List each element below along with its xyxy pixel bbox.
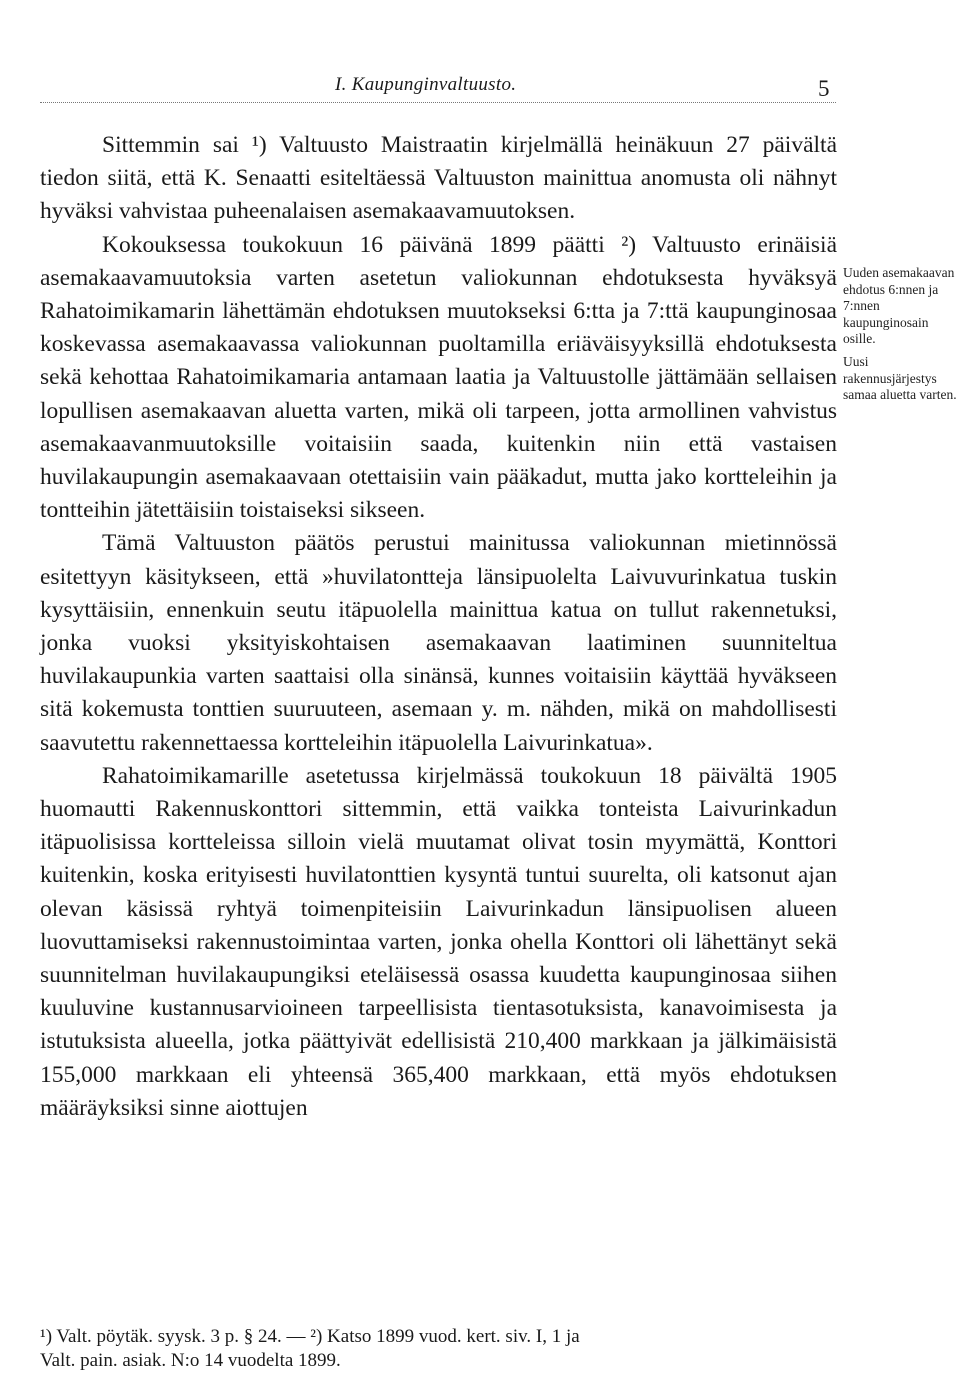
body-text [40,129,837,1125]
footnotes [40,1325,860,1373]
header-divider [40,102,836,103]
paragraph-2: Kokouksessa toukokuun 16 päivänä 1899 päätti ²) Valtuusto erinäisiä asemakaavamuutoksia varten asetetun valiokunnan ehdotuksesta hyväksyä Rahatoimikamarin lähettämän ehdotuksen muutokseksi 6:tta ja 7:ttä kaupunginosaa koskevassa asemakaavassa valiokunnan puoltamilla eriäväisyyksillä ehdotuksesta sekä kehottaa Rahatoimikamaria antamaan laatia ja Valtuustolle jättämään sellaisen lopullisen asemakaavan aluetta varten, mikä oli tarpeen, jotta armollinen vahvistus asemakaavanmuutoksille voitaisiin saada, kuitenkin niin että vastaisen huvilakaupungin asemakaavaan otettaisiin vain pääkadut, mutta jako kortteleihin ja tontteihin jätettäisiin toistaiseksi sikseen. [40,231,837,524]
margin-note-plan-proposal: Uuden asemakaavan ehdotus 6:nnen ja 7:nnen kaupunginosain osille. [843,265,955,347]
page-header [0,70,960,110]
margin-note-building-order: Uusi rakennusjärjestys samaa aluetta varten. [843,353,957,403]
footnote-line-2: Valt. pain. asiak. N:o 14 vuodelta 1899. [40,1350,341,1371]
page-number: 5 [818,76,830,101]
paragraph-4: Rahatoimikamarille asetetussa kirjelmässä toukokuun 18 päivältä 1905 huomautti Rakennuskonttori sittemmin, että vaikka tonteista Laivurinkadun itäpuolisissa kortteleissa silloin vielä muutamat olivat tosin myymättä, Konttori kuitenkin, koska erityisesti huvilatonttien kysyntä tuntui suurelta, oli katsonut ajan olevan käsissä ryhtyä toimenpiteisiin Laivurinkadun länsipuolisen alueen luovuttamiseksi rakennustoimintaa varten, jonka ohella Konttori oli lähettänyt sekä suunnitelman huvilakaupungiksi eteläisessä osassa kuudetta kaupunginosaa siihen kuuluvine kustannusarvioineen tarpeellisista tientasotuksista, kanavoimisesta ja istutuksista alueella, jotka päättyivät edellisistä 210,400 markkaan ja jälkimäisistä 155,000 markkaan eli yhteensä 365,400 markkaan, että myös ehdotuksen määräyksiksi sinne aiottujen [40,762,837,1121]
paragraph-1: Sittemmin sai ¹) Valtuusto Maistraatin kirjelmällä heinäkuun 27 päivältä tiedon siitä, että K. Senaatti esiteltäessä Valtuuston mainittua anomusta oli nähnyt hyväksi vahvistaa puheenalaisen asemakaavamuutoksen. [40,132,837,225]
paragraph-3: Tämä Valtuuston päätös perustui mainitussa valiokunnan mietinnössä esitettyyn käsitykseen, että »huvilatontteja länsipuolelta Laivuvurinkatua tuskin kysyttäisiin, ennenkuin seutu itäpuolella mainittua katua on tullut rakennetuksi, jonka vuoksi yksityiskohtaisen asemakaavan laatiminen suunniteltua huvilakaupunkia varten saattaisi olla sinänsä, kunnes voitaisiin käyttää hyväkseen sitä kokemusta tonttien suuruuteen, asemaan y. m. nähden, mikä on mahdollisesti saavutettu rakennettaessa kortteleihin itäpuolella Laivurinkatua». [40,530,837,756]
margin-notes [843,265,957,410]
running-title: I. Kaupunginvaltuusto. [335,74,517,95]
footnote-line-1: ¹) Valt. pöytäk. syysk. 3 p. § 24. — ²) Katso 1899 vuod. kert. siv. I, 1 ja [40,1326,580,1347]
